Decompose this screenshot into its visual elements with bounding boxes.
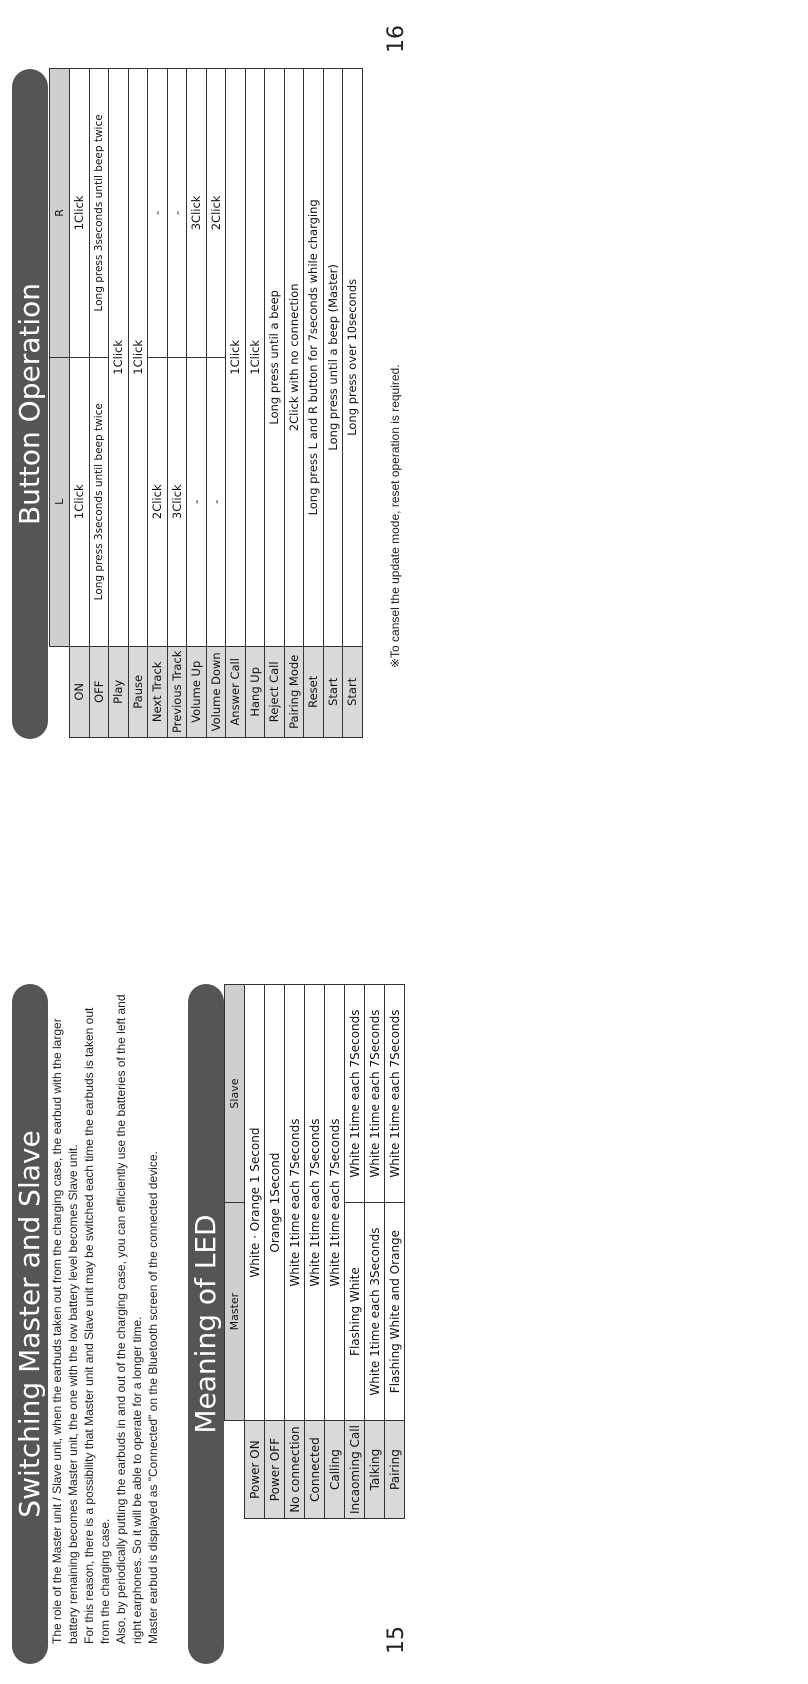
table-row	[343, 69, 363, 738]
cell-master: Flashing White and Orange	[385, 1203, 405, 1421]
button-operation-table	[49, 68, 363, 738]
row-label: Incaoming Call	[345, 1421, 365, 1519]
page-number-right: 16	[384, 25, 409, 53]
row-label: Connected	[305, 1421, 325, 1519]
row-label: Previous Track	[167, 646, 187, 737]
header-blank	[50, 646, 70, 737]
cell-master: Flashing White	[345, 1203, 365, 1421]
cell-merged: 1Click	[109, 69, 129, 647]
table-header-row	[225, 985, 245, 1519]
led-table	[224, 984, 405, 1519]
table-row	[89, 69, 109, 738]
table-row	[245, 985, 265, 1519]
row-label: Pause	[128, 646, 148, 737]
paragraph: Also, by periodically putting the earbuds in and out of the charging case, you can efficiently use the batteries of the left and right earphones. So it will be able to operate for a longer time.	[114, 994, 144, 1644]
header-r: R	[50, 69, 70, 358]
table-row	[305, 985, 325, 1519]
row-label: Start	[323, 646, 343, 737]
cell-slave: White 1time each 7Seconds	[385, 985, 405, 1203]
table-row	[323, 69, 343, 738]
cell-l: -	[187, 357, 207, 646]
table-row	[345, 985, 365, 1519]
row-label: Reset	[304, 646, 324, 737]
cell-r: -	[148, 69, 168, 358]
cell-merged: White · Orange 1 Second	[245, 985, 265, 1421]
table-row	[128, 69, 148, 738]
table-row	[187, 69, 207, 738]
cell-merged: Long press over 10seconds	[343, 69, 363, 647]
cell-merged: White 1time each 7Seconds	[325, 985, 345, 1421]
row-label: Start	[343, 646, 363, 737]
row-label: OFF	[89, 646, 109, 737]
cell-master: White 1time each 3Seconds	[365, 1203, 385, 1421]
cell-merged: 1Click	[128, 69, 148, 647]
row-label: Next Track	[148, 646, 168, 737]
cell-r: 2Click	[206, 69, 226, 358]
row-label: Pairing	[385, 1421, 405, 1519]
cell-l: 1Click	[70, 357, 90, 646]
table-row	[167, 69, 187, 738]
table-row	[325, 985, 345, 1519]
table-row	[285, 985, 305, 1519]
cell-l: 2Click	[148, 357, 168, 646]
header-slave: Slave	[225, 985, 245, 1203]
switching-description	[49, 984, 161, 1644]
table-row	[245, 69, 265, 738]
row-label: No connection	[285, 1421, 305, 1519]
header-l: L	[50, 357, 70, 646]
cell-merged: White 1time each 7Seconds	[305, 985, 325, 1421]
cell-merged: 2Click with no connection	[284, 69, 304, 647]
table-row	[109, 69, 129, 738]
table-row	[70, 69, 90, 738]
table-row	[385, 985, 405, 1519]
cell-l: -	[206, 357, 226, 646]
row-label: Power OFF	[265, 1421, 285, 1519]
cell-l: 3Click	[167, 357, 187, 646]
table-row	[148, 69, 168, 738]
button-operation-title: Button Operation	[12, 69, 48, 739]
cell-merged: Long press until a beep	[265, 69, 285, 647]
cell-slave: White 1time each 7Seconds	[365, 985, 385, 1203]
header-master: Master	[225, 1203, 245, 1421]
cell-l: Long press 3seconds until beep twice	[89, 357, 109, 646]
cell-r: 1Click	[70, 69, 90, 358]
cell-merged: Long press until a beep (Master)	[323, 69, 343, 647]
row-label: Power ON	[245, 1421, 265, 1519]
cell-merged: 1Click	[226, 69, 246, 647]
table-row	[226, 69, 246, 738]
cell-merged: White 1time each 7Seconds	[285, 985, 305, 1421]
row-label: Talking	[365, 1421, 385, 1519]
table-row	[365, 985, 385, 1519]
cell-r: -	[167, 69, 187, 358]
cell-merged: 1Click	[245, 69, 265, 647]
table-row	[206, 69, 226, 738]
row-label: Volume Up	[187, 646, 207, 737]
table-header-row	[50, 69, 70, 738]
row-label: Answer Call	[226, 646, 246, 737]
row-label: Pairing Mode	[284, 646, 304, 737]
cell-r: Long press 3seconds until beep twice	[89, 69, 109, 358]
row-label: ON	[70, 646, 90, 737]
cell-slave: White 1time each 7Seconds	[345, 985, 365, 1203]
table-row	[304, 69, 324, 738]
cell-r: 3Click	[187, 69, 207, 358]
header-blank	[225, 1421, 245, 1519]
update-mode-note: ※To cansel the update mode, reset operation is required.	[388, 364, 402, 668]
paragraph: For this reason, there is a possibility that Master unit and Slave unit may be switched each time the earbuds is taken out from the charging case.	[82, 1007, 112, 1644]
row-label: Reject Call	[265, 646, 285, 737]
page-number-left: 15	[384, 1626, 409, 1654]
row-label: Volume Down	[206, 646, 226, 737]
table-row	[265, 985, 285, 1519]
row-label: Hang Up	[245, 646, 265, 737]
led-title: Meaning of LED	[188, 984, 224, 1664]
paragraph: Master earbud is displayed as "Connected" on the Bluetooth screen of the connected device.	[146, 1151, 160, 1644]
switching-title: Switching Master and Slave	[12, 984, 48, 1664]
cell-merged: Orange 1Second	[265, 985, 285, 1421]
table-row	[284, 69, 304, 738]
row-label: Calling	[325, 1421, 345, 1519]
paragraph: The role of the Master unit / Slave unit, when the earbuds taken out from the charging case, the earbud with the larger battery remaining becomes Master unit, the one with the low battery level becomes Slave unit.	[50, 1018, 80, 1644]
cell-merged: Long press L and R button for 7seconds while charging	[304, 69, 324, 647]
table-row	[265, 69, 285, 738]
row-label: Play	[109, 646, 129, 737]
